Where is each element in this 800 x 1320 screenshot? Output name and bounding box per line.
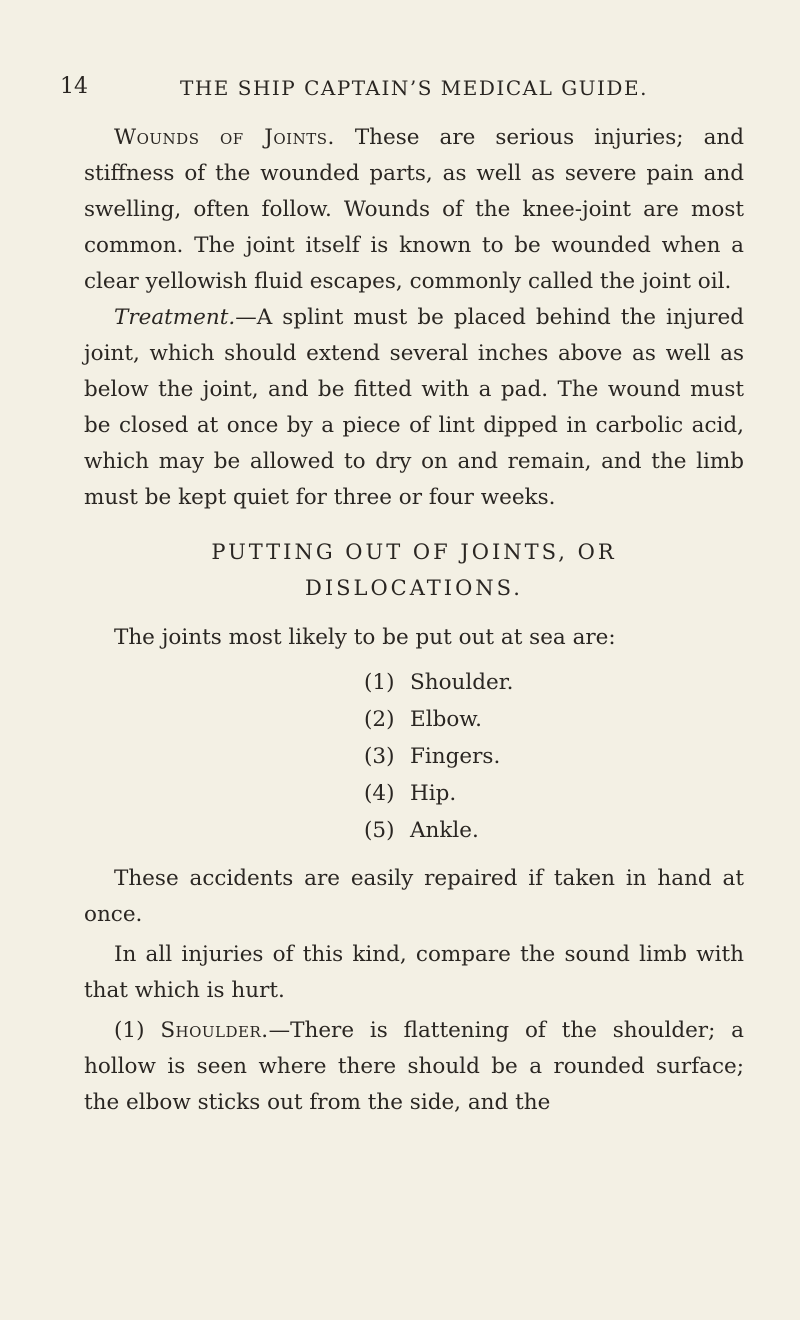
item-number: (1) [114, 1018, 145, 1043]
running-head [60, 70, 740, 110]
run-in-heading-shoulder: Shoulder. [160, 1018, 269, 1043]
list-item-number: (5) [364, 818, 395, 843]
joints-list [364, 664, 744, 849]
paragraph-shoulder [84, 1013, 744, 1121]
run-in-heading-treatment: Treatment. [114, 305, 236, 330]
list-item-label: Fingers. [410, 744, 501, 769]
paragraph-compare: In all injuries of this kind, compare the sound limb with that which is hurt. [84, 942, 744, 1003]
list-item-number: (2) [364, 707, 395, 732]
page-body [84, 120, 744, 1121]
section-heading [84, 534, 744, 606]
running-title: THE SHIP CAPTAIN’S MEDICAL GUIDE. [180, 76, 648, 100]
section-heading-line-2: DISLOCATIONS. [305, 576, 523, 600]
paragraph-accidents: These accidents are easily repaired if taken in hand at once. [84, 866, 744, 927]
list-item [364, 775, 744, 812]
list-item-number: (1) [364, 670, 395, 695]
paragraph-text: —There is flattening of the shoulder; a hollow is seen where there should be a rounded surface; the elbow sticks out from the side, and the [84, 1018, 744, 1115]
paragraph-wounds-of-joints [84, 120, 744, 300]
list-item-label: Hip. [410, 781, 457, 806]
list-item [364, 738, 744, 775]
list-item-number: (3) [364, 744, 395, 769]
paragraph-treatment [84, 300, 744, 516]
list-item-label: Ankle. [410, 818, 479, 843]
paragraph-text: These are serious injuries; and stiffness of the wounded parts, as well as severe pain and swelling, often follow. Wounds of the knee-joint are most common. The joint itself is known to be wounded when a clear yellowish fluid escapes, commonly called the joint oil. [84, 125, 744, 294]
list-item-number: (4) [364, 781, 395, 806]
list-item [364, 812, 744, 849]
list-item [364, 701, 744, 738]
page-number: 14 [60, 74, 88, 99]
section-heading-line-1: PUTTING OUT OF JOINTS, OR [211, 540, 617, 564]
list-item-label: Shoulder. [410, 670, 514, 695]
run-in-heading-wounds: Wounds of Joints. [114, 125, 335, 150]
list-item-label: Elbow. [410, 707, 482, 732]
list-item [364, 664, 744, 701]
paragraph-intro: The joints most likely to be put out at sea are: [114, 625, 616, 650]
paragraph-text: —A splint must be placed behind the injured joint, which should extend several inches above as well as below the joint, and be fitted with a pad. The wound must be closed at once by a piece of lint dipped in carbolic acid, which may be allowed to dry on and remain, and the limb must be kept quiet for three or four weeks. [84, 305, 744, 510]
